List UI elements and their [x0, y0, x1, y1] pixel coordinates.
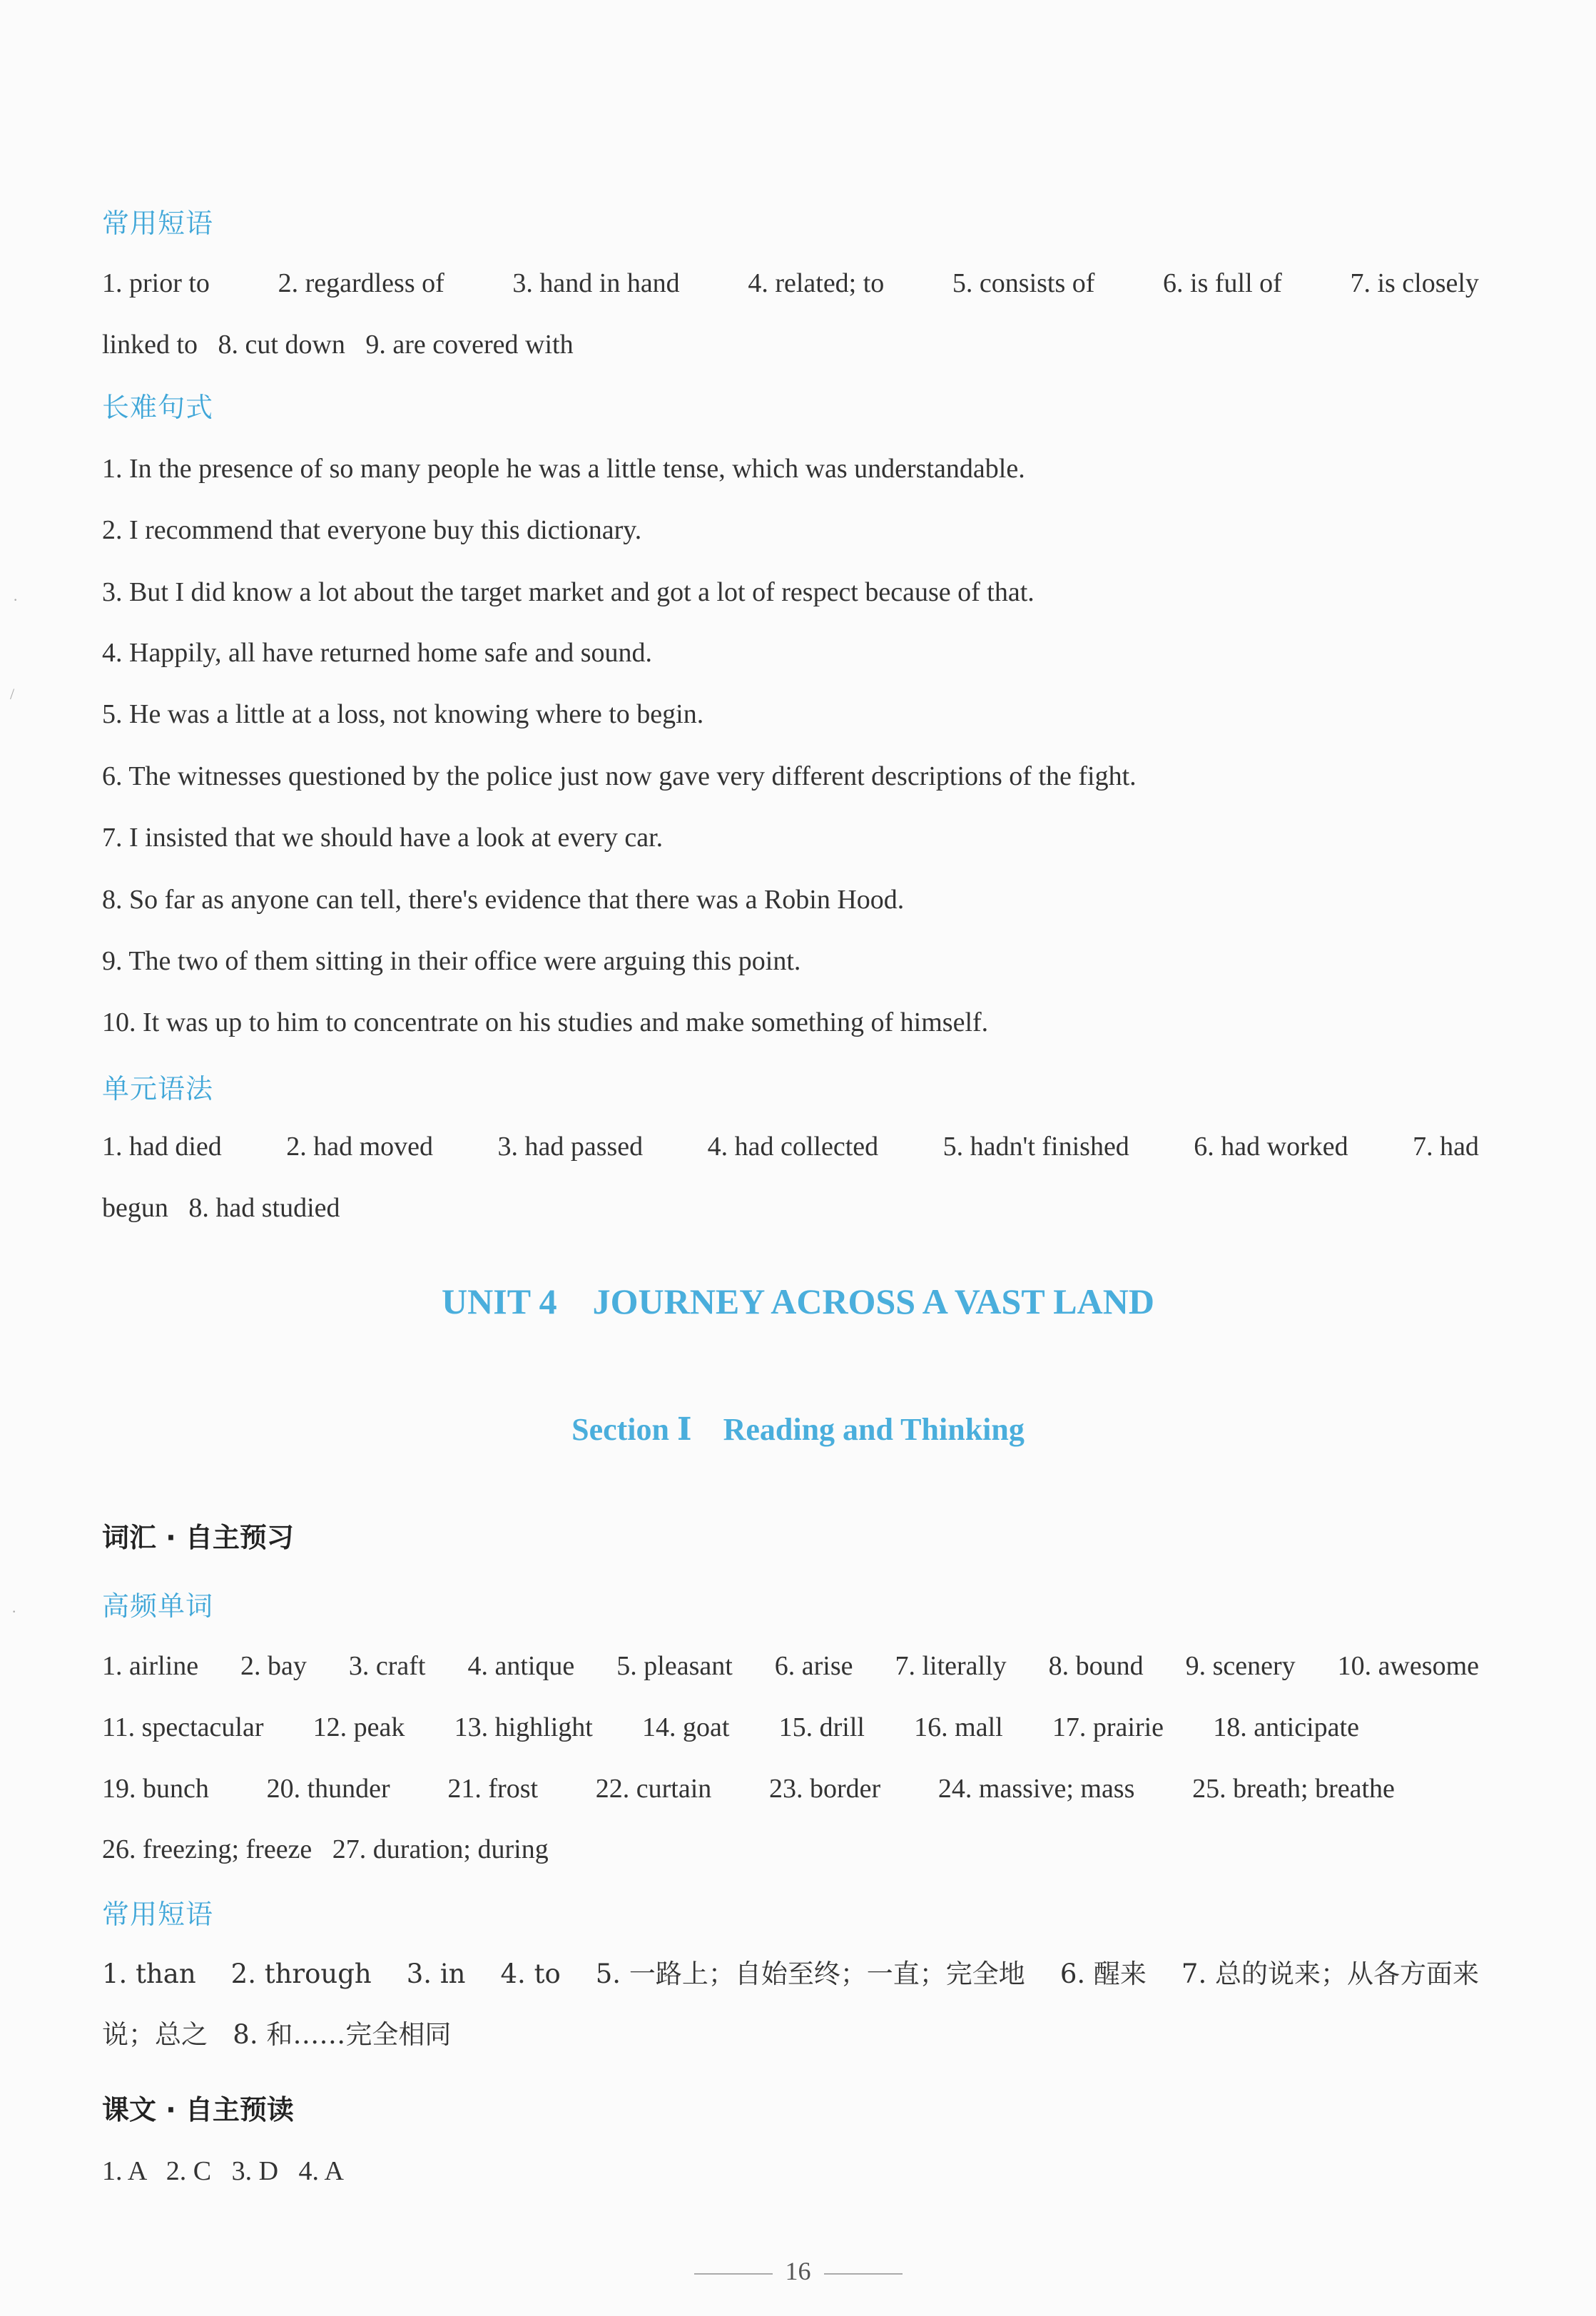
phrase-item: 3. hand in hand	[512, 268, 680, 298]
footer-dash-right	[824, 2273, 903, 2275]
grammar-item: 4. had collected	[707, 1132, 879, 1162]
phrases-2-line-1	[102, 1956, 1479, 1992]
vocab-heading: 词汇 · 自主预习	[102, 1522, 294, 1553]
sentence-item: 8. So far as anyone can tell, there's evidence that there was a Robin Hood.	[102, 885, 905, 915]
word-item: 18. anticipate	[1213, 1712, 1359, 1742]
phrase-item: 6. 醒来	[1059, 1959, 1147, 1989]
phrase-item: 2. through	[230, 1959, 372, 1989]
words-line-3	[102, 1771, 1395, 1807]
phrase-item: 6. is full of	[1163, 268, 1282, 298]
section-title: Section Ⅰ Reading and Thinking	[571, 1412, 1025, 1447]
word-item: 16. mall	[914, 1712, 1003, 1742]
word-item: 7. literally	[895, 1651, 1007, 1681]
words-line-1	[102, 1648, 1479, 1684]
word-item: 10. awesome	[1337, 1651, 1479, 1681]
word-item: 25. breath; breathe	[1192, 1774, 1395, 1804]
sentence-item: 1. In the presence of so many people he was a little tense, which was understandable.	[102, 454, 1025, 484]
footer-dash-left	[694, 2273, 773, 2275]
grammar-line-1	[102, 1129, 1479, 1164]
word-item: 8. bound	[1048, 1651, 1144, 1681]
page-footer	[0, 2256, 1596, 2286]
grammar-item: 6. had worked	[1194, 1132, 1348, 1162]
sentence-item: 7. I insisted that we should have a look at every car.	[102, 823, 664, 853]
grammar-item: 2. had moved	[286, 1132, 434, 1162]
phrases-2-line-2: 说；总之 8. 和……完全相同	[102, 2019, 452, 2050]
phrases-line-2: linked to 8. cut down 9. are covered with	[102, 330, 574, 360]
word-item: 20. thunder	[266, 1774, 390, 1804]
phrase-item: 7. 总的说来；从各方面来	[1181, 1959, 1479, 1989]
sentence-item: 2. I recommend that everyone buy this dictionary.	[102, 515, 642, 545]
grammar-item: 7. had	[1413, 1132, 1479, 1162]
phrase-item: 4. to	[500, 1959, 561, 1989]
margin-mark: /	[10, 685, 15, 703]
phrases-heading: 常用短语	[102, 208, 214, 239]
grammar-item: 3. had passed	[497, 1132, 644, 1162]
word-item: 13. highlight	[454, 1712, 593, 1742]
phrase-item: 1. prior to	[102, 268, 210, 298]
word-item: 21. frost	[447, 1774, 539, 1804]
word-item: 12. peak	[312, 1712, 405, 1742]
word-item: 15. drill	[778, 1712, 865, 1742]
margin-mark: ·	[11, 1603, 17, 1620]
word-item: 4. antique	[467, 1651, 575, 1681]
phrase-item: 2. regardless of	[278, 268, 444, 298]
grammar-item: 1. had died	[102, 1132, 222, 1162]
word-item: 14. goat	[642, 1712, 730, 1742]
words-line-2	[102, 1710, 1359, 1745]
words-heading: 高频单词	[102, 1590, 214, 1622]
sentence-item: 5. He was a little at a loss, not knowing where to begin.	[102, 699, 704, 729]
word-item: 23. border	[769, 1774, 881, 1804]
sentence-item: 9. The two of them sitting in their office were arguing this point.	[102, 946, 801, 976]
word-item: 5. pleasant	[616, 1651, 733, 1681]
phrase-item: 1. than	[102, 1959, 196, 1989]
reading-heading: 课文 · 自主预读	[102, 2094, 294, 2125]
sentence-item: 10. It was up to him to concentrate on his studies and make something of himself.	[102, 1007, 989, 1037]
word-item: 9. scenery	[1185, 1651, 1296, 1681]
phrase-item: 7. is closely	[1350, 268, 1479, 298]
word-item: 6. arise	[774, 1651, 853, 1681]
word-item: 11. spectacular	[102, 1712, 264, 1742]
phrase-item: 5. 一路上；自始至终；一直；完全地	[595, 1959, 1025, 1989]
word-item: 24. massive; mass	[937, 1774, 1135, 1804]
phrases-line-1	[102, 265, 1479, 301]
sentence-item: 6. The witnesses questioned by the police just now gave very different descriptions of the fight.	[102, 761, 1137, 791]
sentences-heading: 长难句式	[102, 392, 214, 423]
word-item: 22. curtain	[595, 1774, 712, 1804]
grammar-item: 5. hadn't finished	[942, 1132, 1129, 1162]
word-item: 3. craft	[348, 1651, 426, 1681]
phrase-item: 3. in	[406, 1959, 466, 1989]
sentence-item: 3. But I did know a lot about the target market and got a lot of respect because of that.	[102, 577, 1035, 607]
margin-mark: ·	[13, 591, 19, 609]
word-item: 19. bunch	[102, 1774, 209, 1804]
unit-title: UNIT 4 JOURNEY ACROSS A VAST LAND	[442, 1281, 1154, 1321]
reading-answers: 1. A 2. C 3. D 4. A	[102, 2156, 344, 2186]
phrase-item: 4. related; to	[748, 268, 885, 298]
word-item: 17. prairie	[1052, 1712, 1164, 1742]
sentence-item: 4. Happily, all have returned home safe and sound.	[102, 638, 653, 668]
page-number: 16	[785, 2257, 811, 2285]
word-item: 1. airline	[102, 1651, 199, 1681]
word-item: 2. bay	[240, 1651, 307, 1681]
grammar-line-2: begun 8. had studied	[102, 1193, 340, 1223]
words-line-4: 26. freezing; freeze 27. duration; during	[102, 1834, 549, 1864]
phrases-heading-2: 常用短语	[102, 1899, 214, 1930]
grammar-heading: 单元语法	[102, 1073, 214, 1104]
phrase-item: 5. consists of	[952, 268, 1095, 298]
